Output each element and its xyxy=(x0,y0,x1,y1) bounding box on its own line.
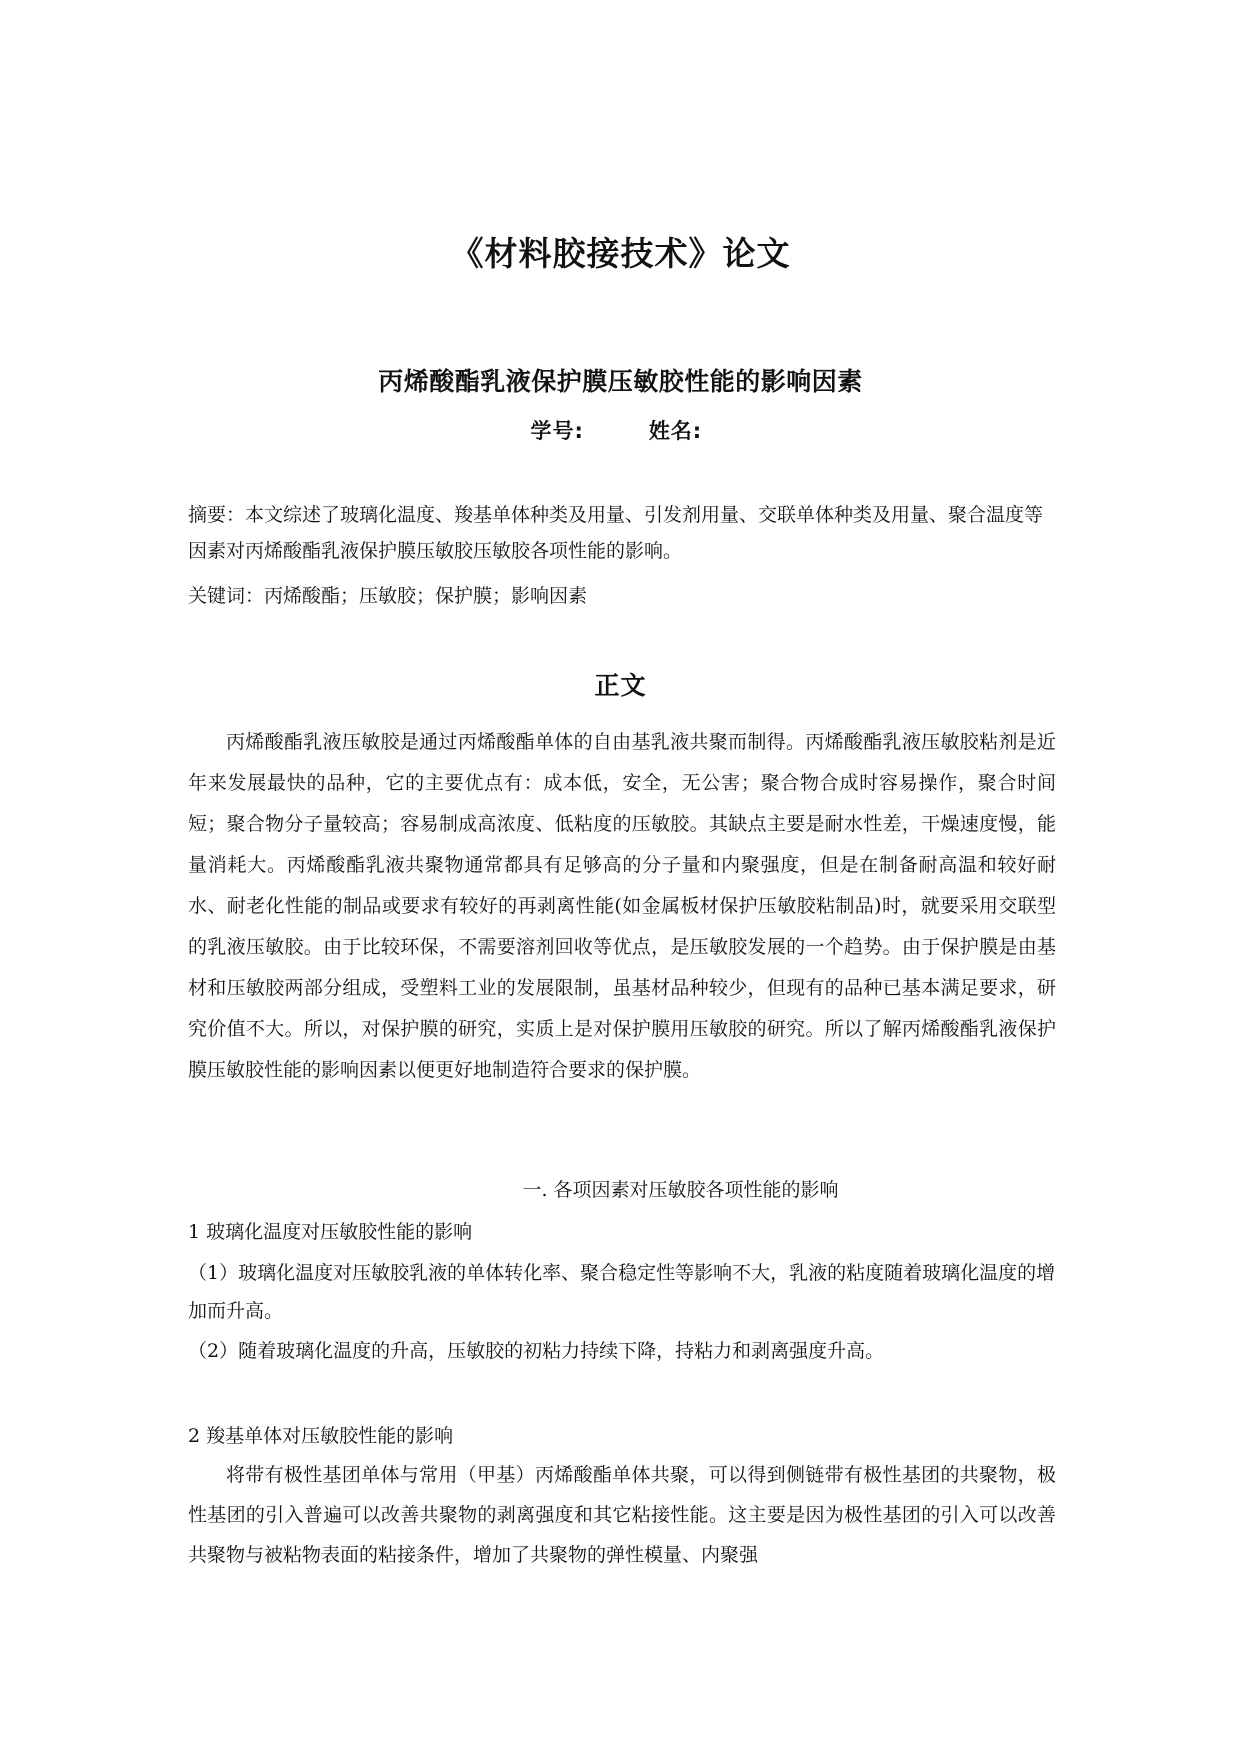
subsection-1-item-2: （2）随着玻璃化温度的升高，压敏胶的初粘力持续下降，持粘力和剥离强度升高。 xyxy=(188,1340,885,1362)
section-1-title: 一. 各项因素对压敏胶各项性能的影响 xyxy=(522,1179,839,1201)
subsection-2-title: 2 羧基单体对压敏胶性能的影响 xyxy=(188,1425,454,1447)
subsection-1-title: 1 玻璃化温度对压敏胶性能的影响 xyxy=(188,1221,473,1243)
intro-paragraph: 丙烯酸酯乳液压敏胶是通过丙烯酸酯单体的自由基乳液共聚而制得。丙烯酸酯乳液压敏胶粘剂是近年来发展最快的品种，它的主要优点有：成本低，安全，无公害；聚合物合成时容易操作，聚合时间短；聚合物分子量较高；容易制成高浓度、低粘度的压敏胶。其缺点主要是耐水性差，干燥速度慢，能量消耗大。丙烯酸酯乳液共聚物通常都具有足够高的分子量和内聚强度，但是在制备耐高温和较好耐水、耐老化性能的制品或要求有较好的再剥离性能(如金属板材保护压敏胶粘制品)时，就要采用交联型的乳液压敏胶。由于比较环保，不需要溶剂回收等优点，是压敏胶发展的一个趋势。由于保护膜是由基材和压敏胶两部分组成，受塑料工业的发展限制，虽基材品种较少，但现有的品种已基本满足要求，研究价值不大。所以，对保护膜的研究，实质上是对保护膜用压敏胶的研究。所以了解丙烯酸酯乳液保护膜压敏胶性能的影响因素以便更好地制造符合要求的保护膜。 xyxy=(188,731,1056,1081)
student-name-label: 姓名: xyxy=(648,419,703,443)
student-id-label: 学号: xyxy=(530,419,584,443)
student-info xyxy=(0,415,1241,445)
document-title: 《材料胶接技术》论文 xyxy=(450,234,791,273)
main-heading: 正文 xyxy=(594,671,647,700)
keywords: 关键词：丙烯酸酯；压敏胶；保护膜；影响因素 xyxy=(188,585,588,607)
subsection-1-item-1: （1）玻璃化温度对压敏胶乳液的单体转化率、聚合稳定性等影响不大，乳液的粘度随着玻璃化温度的增加而升高。 xyxy=(188,1262,1056,1322)
paper-title: 丙烯酸酯乳液保护膜压敏胶性能的影响因素 xyxy=(378,367,863,396)
abstract: 摘要：本文综述了玻璃化温度、羧基单体种类及用量、引发剂用量、交联单体种类及用量、聚合温度等因素对丙烯酸酯乳液保护膜压敏胶压敏胶各项性能的影响。 xyxy=(188,504,1044,562)
subsection-2-paragraph: 将带有极性基团单体与常用（甲基）丙烯酸酯单体共聚，可以得到侧链带有极性基团的共聚物，极性基团的引入普遍可以改善共聚物的剥离强度和其它粘接性能。这主要是因为极性基团的引入可以改善共聚物与被粘物表面的粘接条件，增加了共聚物的弹性模量、内聚强 xyxy=(188,1464,1056,1566)
